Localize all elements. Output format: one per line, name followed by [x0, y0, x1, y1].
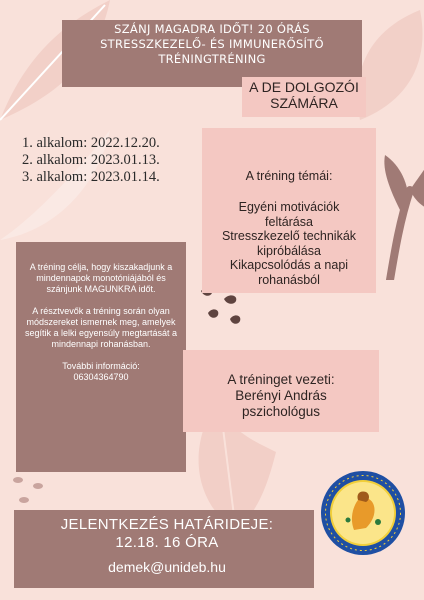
title-line: STRESSZKEZELŐ- ÉS IMMUNERŐSÍTŐ	[100, 37, 324, 51]
session-date: 1. alkalom: 2022.12.20.	[22, 135, 160, 151]
topic-line: feltárása	[265, 214, 313, 229]
page-title	[66, 22, 358, 67]
session-date: 3. alkalom: 2023.01.14.	[22, 169, 160, 185]
deadline-label: JELENTKEZÉS HATÁRIDEJE:	[60, 516, 274, 533]
title-line: TRÉNINGTRÉNING	[158, 52, 266, 66]
deadline-datetime: 12.18. 16 ÓRA	[115, 534, 219, 551]
session-dates	[22, 135, 160, 186]
university-seal-logo	[320, 470, 406, 556]
leader-label: A tréninget vezeti:	[227, 372, 335, 387]
topic-line: kipróbálása	[257, 243, 321, 258]
leader-name: Berényi András	[235, 388, 327, 403]
topic-line: Stresszkezelő technikák	[221, 229, 357, 243]
audience-line: A DE DOLGOZÓI	[249, 79, 359, 95]
phone-number[interactable]: 06304364790	[73, 372, 129, 382]
contact-email[interactable]: demek@unideb.hu	[108, 559, 226, 575]
info-text	[18, 262, 184, 383]
audience-line: SZÁMÁRA	[270, 95, 338, 111]
topics-heading: A tréning témái:	[245, 169, 333, 183]
topic-line: rohanásból	[258, 272, 320, 287]
more-info-label: További információ:	[62, 361, 140, 371]
leader-role: pszichológus	[241, 404, 321, 419]
session-date: 2. alkalom: 2023.01.13.	[22, 152, 160, 168]
leader-info	[183, 372, 379, 420]
dots-decoration-left	[8, 470, 58, 510]
topics-list	[202, 200, 376, 287]
deadline-info	[22, 516, 312, 552]
topic-line: Egyéni motivációk	[238, 200, 340, 214]
title-line: SZÁNJ MAGADRA IDŐT! 20 ÓRÁS	[114, 22, 310, 36]
branch-decoration-right	[370, 150, 424, 280]
goal-paragraph: A tréning célja, hogy kiszakadjunk a mindennapok monotóniájából és szánjunk MAGUNKRA időt.	[29, 262, 173, 294]
audience-label	[242, 79, 366, 111]
method-paragraph: A résztvevők a tréning során olyan módszereket ismernek meg, amelyek segítik a lelki egyensúly megtartását a mindennapi rohanásban.	[24, 306, 178, 349]
topic-line: Kikapcsolódás a napi	[229, 258, 349, 272]
